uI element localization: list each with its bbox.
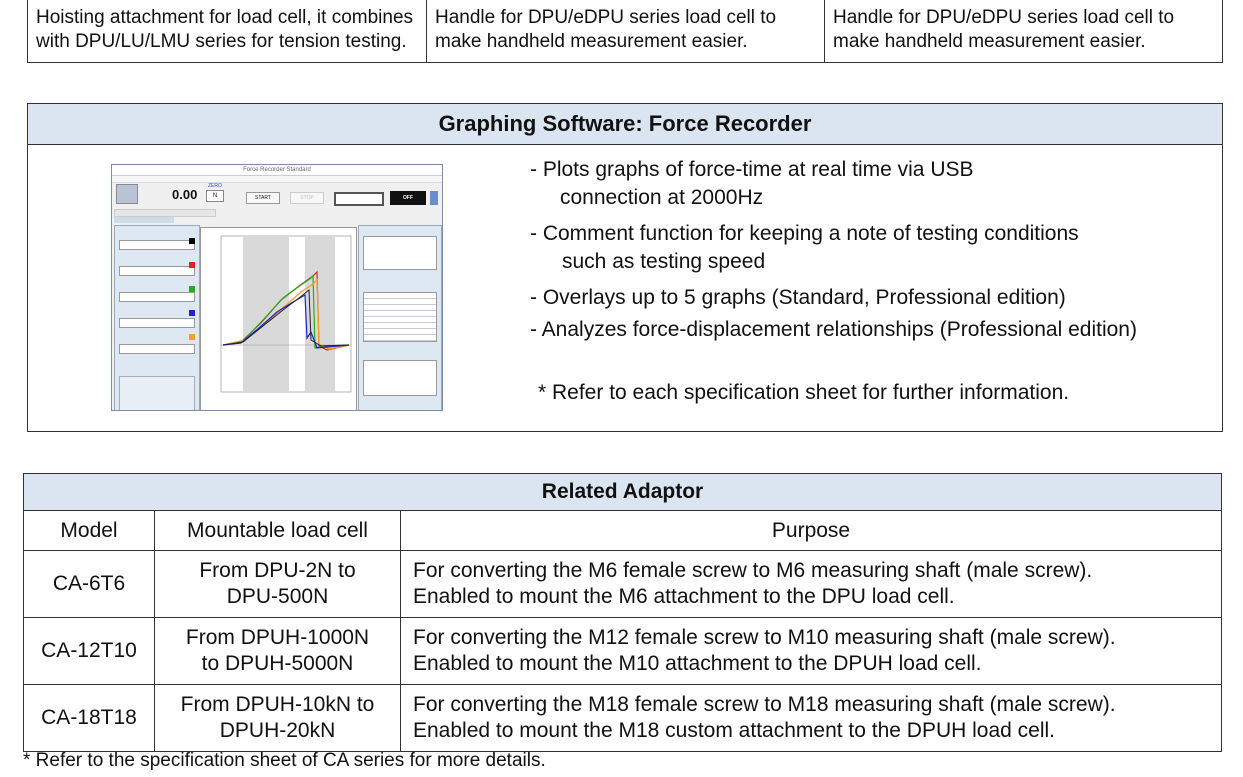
screenshot-stop-button: STOP xyxy=(290,192,324,204)
software-title: Graphing Software: Force Recorder xyxy=(28,104,1222,145)
adaptor-table xyxy=(23,473,1222,752)
purpose-text: For converting the M18 female screw to M18 measuring shaft (male screw). xyxy=(413,693,1116,716)
feature-item xyxy=(530,156,1137,212)
feature-text-continued: connection at 2000Hz xyxy=(560,186,764,209)
feature-text-continued: such as testing speed xyxy=(562,250,766,273)
device-icon xyxy=(116,184,138,204)
software-note: * Refer to each specification sheet for further information. xyxy=(538,381,1070,404)
screenshot-stats-panel xyxy=(358,225,442,411)
adaptor-footnote: * Refer to the specification sheet of CA series for more details. xyxy=(23,750,546,771)
load-cell-cell xyxy=(155,618,401,685)
feature-text: - Comment function for keeping a note of testing conditions xyxy=(530,222,1079,245)
column-header-purpose: Purpose xyxy=(401,511,1222,551)
screenshot-start-button: START xyxy=(246,192,280,204)
accessory-description: Handle for DPU/eDPU series load cell to xyxy=(435,7,777,28)
feature-text: - Plots graphs of force-time at real time via USB xyxy=(530,158,974,181)
purpose-text: Enabled to mount the M6 attachment to the DPU load cell. xyxy=(413,585,955,608)
load-cell-text: DPU-500N xyxy=(226,585,329,608)
accessory-description: Hoisting attachment for load cell, it combines xyxy=(36,7,414,28)
screenshot-reading: 0.00 xyxy=(172,187,198,202)
feature-list xyxy=(530,156,1137,352)
model-cell: CA-18T18 xyxy=(24,685,155,752)
purpose-text: For converting the M6 female screw to M6 measuring shaft (male screw). xyxy=(413,559,1093,582)
accessory-description: make handheld measurement easier. xyxy=(435,31,748,52)
column-header-model: Model xyxy=(24,511,155,551)
screenshot-mode-button xyxy=(334,192,384,206)
screenshot-side-button xyxy=(430,191,438,205)
screenshot-titlebar: Force Recorder Standard xyxy=(112,165,442,176)
table-row xyxy=(24,551,1222,618)
load-cell-text: From DPUH-10kN to xyxy=(180,693,375,716)
feature-item xyxy=(530,284,1137,312)
screenshot-graph xyxy=(200,227,357,411)
purpose-cell xyxy=(401,551,1222,618)
screenshot-off-indicator: OFF xyxy=(390,191,426,205)
load-cell-text: to DPUH-5000N xyxy=(201,652,354,675)
feature-item xyxy=(530,220,1137,276)
accessory-description: with DPU/LU/LMU series for tension testing. xyxy=(36,31,407,52)
software-screenshot xyxy=(111,164,443,411)
adaptor-title: Related Adaptor xyxy=(24,474,1222,511)
accessory-table xyxy=(27,0,1223,63)
feature-text: - Analyzes force-displacement relationships (Professional edition) xyxy=(530,318,1137,341)
table-row xyxy=(24,685,1222,752)
purpose-text: Enabled to mount the M18 custom attachment to the DPUH load cell. xyxy=(413,719,1056,742)
purpose-cell xyxy=(401,685,1222,752)
software-section xyxy=(27,103,1223,432)
accessory-cell xyxy=(427,0,825,62)
model-cell: CA-12T10 xyxy=(24,618,155,685)
accessory-description: Handle for DPU/eDPU series load cell to xyxy=(833,7,1175,28)
load-cell-text: From DPU-2N to xyxy=(199,559,356,582)
screenshot-toolbar-icons xyxy=(114,217,174,223)
screenshot-zero-label: ZERO xyxy=(208,183,222,189)
purpose-cell xyxy=(401,618,1222,685)
feature-item xyxy=(530,316,1137,344)
load-cell-cell xyxy=(155,551,401,618)
table-row xyxy=(24,618,1222,685)
accessory-cell xyxy=(825,0,1222,62)
purpose-text: For converting the M12 female screw to M10 measuring shaft (male screw). xyxy=(413,626,1116,649)
screenshot-unit: N xyxy=(206,190,224,202)
screenshot-tabs xyxy=(114,209,216,217)
accessory-description: make handheld measurement easier. xyxy=(833,31,1146,52)
force-curve-graph xyxy=(201,228,356,410)
load-cell-cell xyxy=(155,685,401,752)
purpose-text: Enabled to mount the M10 attachment to the DPUH load cell. xyxy=(413,652,982,675)
feature-text: - Overlays up to 5 graphs (Standard, Professional edition) xyxy=(530,286,1066,309)
screenshot-file-panel xyxy=(114,225,200,411)
column-header-load-cell: Mountable load cell xyxy=(155,511,401,551)
model-cell: CA-6T6 xyxy=(24,551,155,618)
load-cell-text: From DPUH-1000N xyxy=(185,626,370,649)
load-cell-text: DPUH-20kN xyxy=(219,719,336,742)
accessory-cell xyxy=(28,0,427,62)
screenshot-menubar xyxy=(112,176,442,183)
